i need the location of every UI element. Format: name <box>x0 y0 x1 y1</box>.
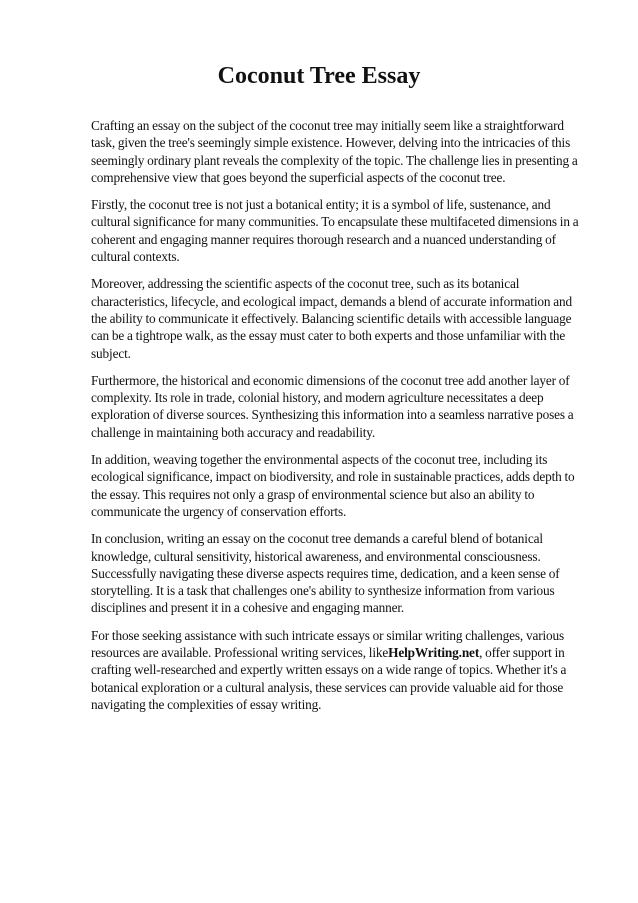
paragraph-historical: Furthermore, the historical and economic dimensions of the coconut tree add another layer of complexity. Its role in trade, colonial history, and modern agriculture necessitates a deep exploration of diverse sources. Synthesizing this information into a seamless narrative poses a challenge in maintaining both accuracy and readability. <box>91 372 574 440</box>
brand-name: HelpWriting.net <box>388 645 480 661</box>
paragraph-cultural: Firstly, the coconut tree is not just a botanical entity; it is a symbol of life, sustenance, and cultural significance for many communities. To encapsulate these multifaceted dimensions in a coherent and engaging manner requires thorough research and a nuanced understanding of cultural contexts. <box>91 197 579 265</box>
closing-text-after: , offer support in crafting well-researched and expertly written essays on a wide range of topics. Whether it's a botanical exploration or a cultural analysis, these services can provide valuable aid for those navigating the complexities of essay writing. <box>91 645 567 712</box>
paragraph-intro: Crafting an essay on the subject of the coconut tree may initially seem like a straightforward task, given the tree's seemingly simple existence. However, delving into the intricacies of this seemingly ordinary plant reveals the complexity of the topic. The challenge lies in presenting a comprehensive view that goes beyond the superficial aspects of the coconut tree. <box>91 118 578 185</box>
document-body <box>91 117 589 723</box>
paragraph-environmental: In addition, weaving together the environmental aspects of the coconut tree, including its ecological significance, impact on biodiversity, and role in sustainable practices, adds depth to the essay. This requires not only a grasp of environmental science but also an ability to communicate the urgency of conservation efforts. <box>91 452 575 519</box>
closing-text-before: For those seeking assistance with such intricate essays or similar writing challenges, various resources are available. Professional writing services, like <box>91 627 565 661</box>
document-title: Coconut Tree Essay <box>217 63 421 89</box>
paragraph-scientific: Moreover, addressing the scientific aspects of the coconut tree, such as its botanical characteristics, lifecycle, and ecological impact, demands a blend of accurate information and the ability to communicate it effectively. Balancing scientific details with accessible language can be a tightrope walk, as the essay must cater to both experts and those unfamiliar with the subject. <box>91 276 573 361</box>
paragraph-closing <box>91 627 589 713</box>
paragraph-conclusion: In conclusion, writing an essay on the coconut tree demands a careful blend of botanical knowledge, cultural sensitivity, historical awareness, and environmental consciousness. Successfully navigating these diverse aspects requires time, dedication, and a keen sense of storytelling. It is a task that challenges one's ability to synthesize information from various disciplines and present it in a cohesive and engaging manner. <box>91 531 560 616</box>
